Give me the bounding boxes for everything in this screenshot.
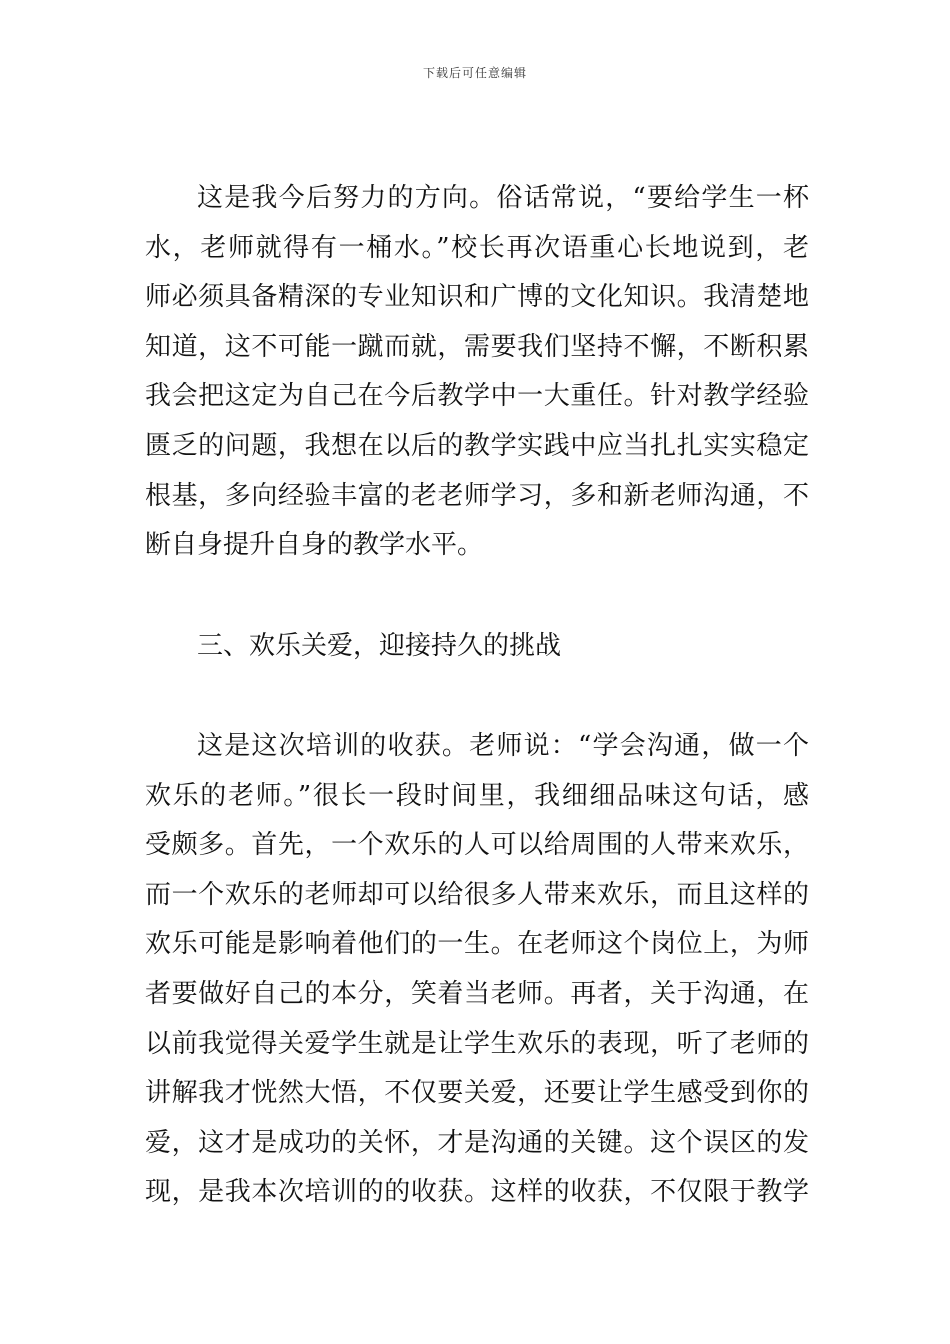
paragraph-line: 者要做好自己的本分，笑着当老师。再者，关于沟通，在 [145,978,809,1009]
paragraph-line: 这是这次培训的收获。老师说：“学会沟通，做一个 [197,731,809,761]
paragraph-1 [145,174,809,571]
paragraph-line: 知道，这不可能一蹴而就，需要我们坚持不懈，不断积累 [145,331,809,362]
paragraph-line: 匮乏的问题，我想在以后的教学实践中应当扎扎实实稳定 [145,430,809,461]
paragraph-line: 水，老师就得有一桶水。”校长再次语重心长地说到，老 [145,232,809,263]
section-heading [145,622,809,672]
paragraph-line: 欢乐可能是影响着他们的一生。在老师这个岗位上，为师 [145,929,809,960]
paragraph-line: 断自身提升自身的教学水平。 [145,530,484,561]
paragraph-line: 我会把这定为自己在今后教学中一大重任。针对教学经验 [145,381,809,412]
paragraph-line: 受颇多。首先，一个欢乐的人可以给周围的人带来欢乐， [145,830,809,861]
paragraph-line: 讲解我才恍然大悟，不仅要关爱，还要让学生感受到你的 [145,1078,809,1109]
paragraph-line: 师必须具备精深的专业知识和广博的文化知识。我清楚地 [145,282,809,313]
paragraph-2 [145,722,809,1218]
paragraph-line: 欢乐的老师。”很长一段时间里，我细细品味这句话，感 [145,780,809,811]
paragraph-line: 爱，这才是成功的关怀，才是沟通的关键。这个误区的发 [145,1127,809,1158]
paragraph-line: 而一个欢乐的老师却可以给很多人带来欢乐，而且这样的 [145,879,809,910]
paragraph-line: 现，是我本次培训的的收获。这样的收获，不仅限于教学 [145,1177,809,1208]
paragraph-line: 这是我今后努力的方向。俗话常说，“要给学生一杯 [197,183,809,213]
paragraph-line: 根基，多向经验丰富的老老师学习，多和新老师沟通，不 [145,480,809,511]
paragraph-line: 以前我觉得关爱学生就是让学生欢乐的表现，听了老师的 [145,1028,809,1059]
section-heading-text: 三、欢乐关爱，迎接持久的挑战 [197,631,562,661]
page-header: 下载后可任意编辑 [422,66,527,80]
